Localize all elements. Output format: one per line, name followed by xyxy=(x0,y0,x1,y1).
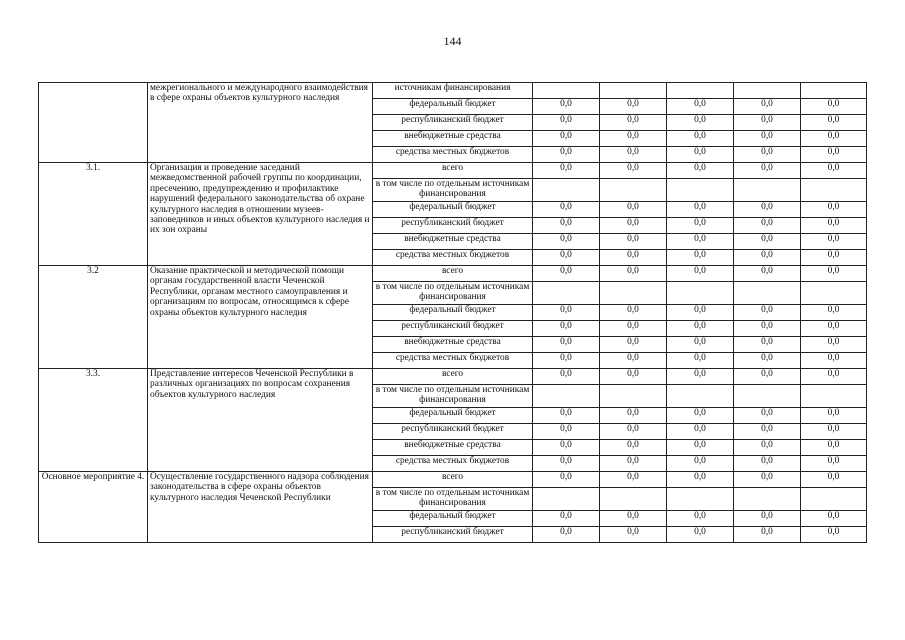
value-cell xyxy=(734,179,801,202)
value-cell: 0,0 xyxy=(600,353,667,369)
funding-source-cell: республиканский бюджет xyxy=(373,527,533,543)
value-cell: 0,0 xyxy=(734,115,801,131)
item-number-cell: 3.2 xyxy=(39,266,148,369)
value-cell: 0,0 xyxy=(533,511,600,527)
value-cell: 0,0 xyxy=(600,440,667,456)
value-cell: 0,0 xyxy=(600,250,667,266)
value-cell: 0,0 xyxy=(801,424,867,440)
value-cell xyxy=(533,385,600,408)
value-cell xyxy=(533,282,600,305)
value-cell xyxy=(600,179,667,202)
item-name-cell: Представление интересов Чеченской Республики в различных организациях по вопросам сохранения объектов культурного наследия xyxy=(148,369,373,472)
value-cell: 0,0 xyxy=(734,218,801,234)
value-cell: 0,0 xyxy=(533,440,600,456)
table-row xyxy=(39,266,867,282)
value-cell: 0,0 xyxy=(734,163,801,179)
value-cell: 0,0 xyxy=(600,456,667,472)
budget-table xyxy=(38,82,867,543)
funding-source-cell: всего xyxy=(373,472,533,488)
funding-source-cell: в том числе по отдельным источникам финансирования xyxy=(373,282,533,305)
value-cell: 0,0 xyxy=(533,456,600,472)
value-cell xyxy=(801,385,867,408)
value-cell: 0,0 xyxy=(734,424,801,440)
table-row xyxy=(39,163,867,179)
value-cell: 0,0 xyxy=(667,472,734,488)
value-cell xyxy=(734,385,801,408)
value-cell: 0,0 xyxy=(600,369,667,385)
value-cell: 0,0 xyxy=(801,337,867,353)
value-cell: 0,0 xyxy=(801,202,867,218)
value-cell xyxy=(600,385,667,408)
value-cell: 0,0 xyxy=(734,440,801,456)
value-cell xyxy=(734,83,801,99)
value-cell xyxy=(533,83,600,99)
value-cell: 0,0 xyxy=(533,131,600,147)
funding-source-cell: федеральный бюджет xyxy=(373,511,533,527)
item-number-cell xyxy=(39,83,148,163)
value-cell: 0,0 xyxy=(734,99,801,115)
value-cell: 0,0 xyxy=(667,369,734,385)
value-cell: 0,0 xyxy=(533,424,600,440)
item-number-cell: Основное мероприятие 4. xyxy=(39,472,148,543)
value-cell: 0,0 xyxy=(734,472,801,488)
value-cell: 0,0 xyxy=(801,353,867,369)
value-cell: 0,0 xyxy=(533,353,600,369)
funding-source-cell: в том числе по отдельным источникам финансирования xyxy=(373,179,533,202)
value-cell: 0,0 xyxy=(801,440,867,456)
item-name-cell: Организация и проведение заседаний межведомственной рабочей группы по координации, пресечению, предупреждению и профилактике нарушений федерального законодательства об охране культурного наследия в отношении музеев-заповедников и иных объектов культурного наследия и их зон охраны xyxy=(148,163,373,266)
value-cell: 0,0 xyxy=(667,424,734,440)
item-name-cell: межрегионального и международного взаимодействия в сфере охраны объектов культурного наследия xyxy=(148,83,373,163)
value-cell: 0,0 xyxy=(801,250,867,266)
table-row xyxy=(39,83,867,99)
value-cell: 0,0 xyxy=(667,353,734,369)
value-cell: 0,0 xyxy=(533,250,600,266)
value-cell: 0,0 xyxy=(600,321,667,337)
value-cell: 0,0 xyxy=(734,527,801,543)
value-cell xyxy=(667,385,734,408)
value-cell: 0,0 xyxy=(600,408,667,424)
value-cell: 0,0 xyxy=(533,202,600,218)
value-cell xyxy=(667,282,734,305)
value-cell: 0,0 xyxy=(667,115,734,131)
value-cell: 0,0 xyxy=(734,266,801,282)
value-cell: 0,0 xyxy=(667,202,734,218)
value-cell: 0,0 xyxy=(801,408,867,424)
value-cell: 0,0 xyxy=(533,472,600,488)
value-cell: 0,0 xyxy=(667,305,734,321)
value-cell: 0,0 xyxy=(533,266,600,282)
funding-source-cell: всего xyxy=(373,266,533,282)
funding-source-cell: средства местных бюджетов xyxy=(373,456,533,472)
funding-source-cell: республиканский бюджет xyxy=(373,218,533,234)
value-cell: 0,0 xyxy=(667,440,734,456)
value-cell: 0,0 xyxy=(734,305,801,321)
value-cell: 0,0 xyxy=(533,527,600,543)
funding-source-cell: федеральный бюджет xyxy=(373,99,533,115)
value-cell: 0,0 xyxy=(600,131,667,147)
value-cell: 0,0 xyxy=(801,266,867,282)
value-cell: 0,0 xyxy=(600,163,667,179)
value-cell: 0,0 xyxy=(600,527,667,543)
value-cell: 0,0 xyxy=(801,147,867,163)
budget-table-body xyxy=(39,83,867,543)
funding-source-cell: всего xyxy=(373,369,533,385)
value-cell xyxy=(533,488,600,511)
value-cell: 0,0 xyxy=(600,266,667,282)
value-cell: 0,0 xyxy=(600,472,667,488)
funding-source-cell: федеральный бюджет xyxy=(373,202,533,218)
funding-source-cell: внебюджетные средства xyxy=(373,337,533,353)
value-cell: 0,0 xyxy=(667,266,734,282)
value-cell: 0,0 xyxy=(533,99,600,115)
value-cell: 0,0 xyxy=(600,305,667,321)
value-cell: 0,0 xyxy=(600,147,667,163)
value-cell xyxy=(600,488,667,511)
value-cell: 0,0 xyxy=(667,234,734,250)
value-cell: 0,0 xyxy=(801,527,867,543)
value-cell: 0,0 xyxy=(801,131,867,147)
value-cell: 0,0 xyxy=(600,511,667,527)
value-cell: 0,0 xyxy=(600,424,667,440)
value-cell: 0,0 xyxy=(533,115,600,131)
funding-source-cell: в том числе по отдельным источникам финансирования xyxy=(373,488,533,511)
value-cell: 0,0 xyxy=(600,202,667,218)
value-cell: 0,0 xyxy=(734,511,801,527)
value-cell: 0,0 xyxy=(667,131,734,147)
value-cell: 0,0 xyxy=(734,337,801,353)
value-cell xyxy=(734,282,801,305)
value-cell: 0,0 xyxy=(667,408,734,424)
item-number-cell: 3.1. xyxy=(39,163,148,266)
value-cell: 0,0 xyxy=(801,305,867,321)
value-cell: 0,0 xyxy=(734,250,801,266)
value-cell: 0,0 xyxy=(533,408,600,424)
funding-source-cell: источникам финансирования xyxy=(373,83,533,99)
value-cell: 0,0 xyxy=(734,147,801,163)
value-cell: 0,0 xyxy=(734,369,801,385)
table-row xyxy=(39,369,867,385)
value-cell: 0,0 xyxy=(801,163,867,179)
item-number-cell: 3.3. xyxy=(39,369,148,472)
value-cell: 0,0 xyxy=(801,456,867,472)
value-cell xyxy=(801,179,867,202)
funding-source-cell: республиканский бюджет xyxy=(373,321,533,337)
funding-source-cell: всего xyxy=(373,163,533,179)
value-cell: 0,0 xyxy=(667,511,734,527)
funding-source-cell: средства местных бюджетов xyxy=(373,147,533,163)
value-cell xyxy=(801,83,867,99)
funding-source-cell: федеральный бюджет xyxy=(373,305,533,321)
value-cell: 0,0 xyxy=(734,202,801,218)
funding-source-cell: республиканский бюджет xyxy=(373,115,533,131)
funding-source-cell: внебюджетные средства xyxy=(373,440,533,456)
value-cell: 0,0 xyxy=(801,321,867,337)
value-cell: 0,0 xyxy=(667,147,734,163)
value-cell: 0,0 xyxy=(801,472,867,488)
value-cell: 0,0 xyxy=(533,234,600,250)
value-cell xyxy=(533,179,600,202)
funding-source-cell: средства местных бюджетов xyxy=(373,250,533,266)
value-cell: 0,0 xyxy=(533,337,600,353)
value-cell xyxy=(667,488,734,511)
value-cell xyxy=(667,83,734,99)
value-cell: 0,0 xyxy=(801,234,867,250)
item-name-cell: Оказание практической и методической помощи органам государственной власти Чеченской Республики, органам местного самоуправления и организациям по вопросам, относящимся к сфере охраны объектов культурного наследия xyxy=(148,266,373,369)
value-cell: 0,0 xyxy=(600,99,667,115)
value-cell: 0,0 xyxy=(801,369,867,385)
value-cell: 0,0 xyxy=(734,131,801,147)
value-cell: 0,0 xyxy=(667,250,734,266)
value-cell xyxy=(734,488,801,511)
value-cell: 0,0 xyxy=(667,99,734,115)
value-cell: 0,0 xyxy=(667,321,734,337)
value-cell: 0,0 xyxy=(801,511,867,527)
value-cell: 0,0 xyxy=(600,218,667,234)
item-name-cell: Осуществление государственного надзора соблюдения законодательства в сфере охраны объектов культурного наследия Чеченской Республики xyxy=(148,472,373,543)
table-row xyxy=(39,472,867,488)
value-cell: 0,0 xyxy=(734,321,801,337)
funding-source-cell: средства местных бюджетов xyxy=(373,353,533,369)
funding-source-cell: федеральный бюджет xyxy=(373,408,533,424)
value-cell: 0,0 xyxy=(600,234,667,250)
funding-source-cell: внебюджетные средства xyxy=(373,131,533,147)
value-cell: 0,0 xyxy=(533,369,600,385)
value-cell: 0,0 xyxy=(734,353,801,369)
value-cell: 0,0 xyxy=(667,527,734,543)
value-cell: 0,0 xyxy=(533,321,600,337)
funding-source-cell: в том числе по отдельным источникам финансирования xyxy=(373,385,533,408)
value-cell: 0,0 xyxy=(801,115,867,131)
value-cell: 0,0 xyxy=(667,163,734,179)
value-cell: 0,0 xyxy=(600,115,667,131)
value-cell: 0,0 xyxy=(533,305,600,321)
value-cell: 0,0 xyxy=(667,337,734,353)
value-cell: 0,0 xyxy=(667,218,734,234)
value-cell: 0,0 xyxy=(533,218,600,234)
funding-source-cell: республиканский бюджет xyxy=(373,424,533,440)
value-cell: 0,0 xyxy=(734,408,801,424)
value-cell: 0,0 xyxy=(667,456,734,472)
value-cell xyxy=(600,282,667,305)
funding-source-cell: внебюджетные средства xyxy=(373,234,533,250)
value-cell xyxy=(667,179,734,202)
value-cell: 0,0 xyxy=(533,147,600,163)
value-cell: 0,0 xyxy=(533,163,600,179)
value-cell: 0,0 xyxy=(734,234,801,250)
value-cell: 0,0 xyxy=(734,456,801,472)
page-number: 144 xyxy=(443,34,462,48)
value-cell xyxy=(801,282,867,305)
value-cell: 0,0 xyxy=(801,218,867,234)
value-cell xyxy=(600,83,667,99)
value-cell: 0,0 xyxy=(801,99,867,115)
value-cell: 0,0 xyxy=(600,337,667,353)
value-cell xyxy=(801,488,867,511)
